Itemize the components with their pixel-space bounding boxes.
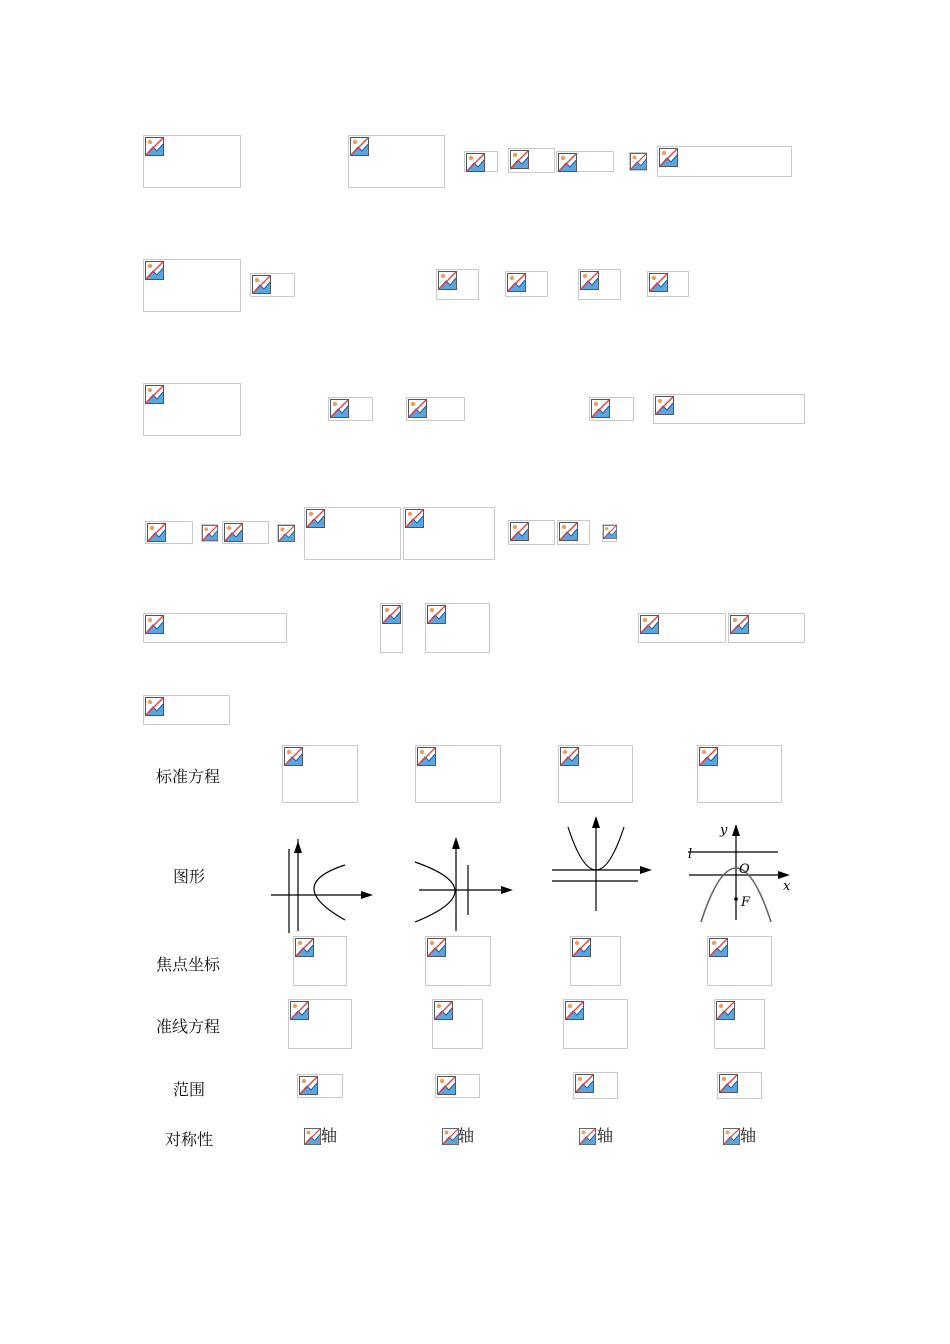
- broken-image-icon: [507, 273, 526, 292]
- image-placeholder: [589, 397, 634, 421]
- image-placeholder: [432, 999, 483, 1049]
- broken-image-icon: [591, 399, 610, 418]
- image-placeholder: [145, 521, 193, 544]
- broken-image-icon: [202, 525, 218, 541]
- broken-image-icon: [560, 747, 579, 766]
- broken-image-icon: [510, 522, 529, 541]
- broken-image-icon: [147, 523, 166, 542]
- image-placeholder: [425, 603, 490, 653]
- broken-image-icon: [306, 509, 325, 528]
- broken-image-icon: [438, 271, 457, 290]
- image-placeholder: [250, 273, 295, 297]
- symmetry-axis-text: 轴: [740, 1126, 757, 1145]
- symmetry-axis-text: 轴: [458, 1126, 475, 1145]
- row-label-directrix: 准线方程: [156, 1017, 221, 1036]
- broken-image-icon: [145, 261, 164, 280]
- image-placeholder: [222, 521, 269, 544]
- image-placeholder: [723, 1128, 740, 1145]
- parabola-down-diagram: [683, 818, 798, 926]
- image-placeholder: [508, 148, 555, 173]
- broken-image-icon: [719, 1074, 738, 1093]
- broken-image-icon: [427, 938, 446, 957]
- symmetry-axis-text: 轴: [597, 1126, 614, 1145]
- broken-image-icon: [659, 148, 678, 167]
- broken-image-icon: [408, 399, 427, 418]
- image-placeholder: [653, 394, 805, 424]
- x-axis-label: x: [783, 879, 791, 894]
- image-placeholder: [143, 259, 241, 312]
- image-placeholder: [348, 135, 445, 188]
- image-placeholder: [442, 1128, 459, 1145]
- broken-image-icon: [295, 938, 314, 957]
- broken-image-icon: [572, 938, 591, 957]
- image-placeholder: [629, 152, 647, 171]
- image-placeholder: [505, 271, 548, 297]
- image-placeholder: [406, 397, 465, 421]
- image-placeholder: [425, 936, 491, 986]
- image-placeholder: [717, 1072, 762, 1099]
- row-label-range: 范围: [173, 1080, 206, 1099]
- broken-image-icon: [145, 137, 164, 156]
- image-placeholder: [297, 1074, 343, 1098]
- broken-image-icon: [145, 697, 164, 716]
- broken-image-icon: [655, 396, 674, 415]
- broken-image-icon: [565, 1001, 584, 1020]
- image-placeholder: [436, 269, 479, 300]
- broken-image-icon: [575, 1074, 594, 1093]
- broken-image-icon: [417, 747, 436, 766]
- broken-image-icon: [558, 153, 577, 172]
- broken-image-icon: [723, 1128, 740, 1145]
- broken-image-icon: [640, 615, 659, 634]
- parabola-up-diagram: [548, 813, 658, 913]
- image-placeholder: [415, 745, 501, 803]
- image-placeholder: [557, 520, 590, 545]
- image-placeholder: [143, 695, 230, 725]
- image-placeholder: [143, 613, 287, 643]
- image-placeholder: [143, 383, 241, 436]
- image-placeholder: [282, 745, 358, 803]
- image-placeholder: [657, 146, 792, 177]
- broken-image-icon: [466, 153, 485, 172]
- broken-image-icon: [427, 605, 446, 624]
- image-placeholder: [570, 936, 621, 986]
- broken-image-icon: [252, 275, 271, 294]
- broken-image-icon: [382, 605, 401, 624]
- image-placeholder: [714, 999, 765, 1049]
- image-placeholder: [647, 271, 689, 297]
- y-axis-label: y: [720, 823, 728, 838]
- broken-image-icon: [434, 1001, 453, 1020]
- row-label-focus: 焦点坐标: [156, 955, 221, 974]
- broken-image-icon: [330, 399, 349, 418]
- image-placeholder: [578, 269, 621, 300]
- broken-image-icon: [405, 509, 424, 528]
- image-placeholder: [728, 613, 805, 643]
- broken-image-icon: [630, 153, 647, 170]
- broken-image-icon: [579, 1128, 596, 1145]
- image-placeholder: [293, 936, 347, 986]
- broken-image-icon: [510, 150, 529, 169]
- image-placeholder: [602, 524, 617, 542]
- image-placeholder: [288, 999, 352, 1049]
- image-placeholder: [558, 745, 633, 803]
- broken-image-icon: [442, 1128, 459, 1145]
- focus-label: F: [741, 895, 751, 910]
- row-label-graph: 图形: [173, 867, 206, 886]
- broken-image-icon: [699, 747, 718, 766]
- broken-image-icon: [224, 523, 243, 542]
- broken-image-icon: [304, 1128, 321, 1145]
- broken-image-icon: [603, 525, 617, 539]
- broken-image-icon: [290, 1001, 309, 1020]
- image-placeholder: [304, 507, 401, 560]
- broken-image-icon: [709, 938, 728, 957]
- broken-image-icon: [278, 525, 295, 542]
- broken-image-icon: [145, 615, 164, 634]
- image-placeholder: [556, 151, 614, 172]
- image-placeholder: [403, 507, 495, 560]
- row-label-standard-equation: 标准方程: [156, 767, 221, 786]
- origin-label: O: [739, 862, 750, 877]
- image-placeholder: [304, 1128, 321, 1145]
- image-placeholder: [573, 1072, 618, 1099]
- image-placeholder: [508, 520, 555, 545]
- parabola-left-diagram: [405, 835, 520, 935]
- image-placeholder: [638, 613, 726, 643]
- image-placeholder: [435, 1074, 480, 1098]
- broken-image-icon: [284, 747, 303, 766]
- image-placeholder: [328, 397, 373, 421]
- image-placeholder: [143, 135, 241, 188]
- image-placeholder: [697, 745, 782, 803]
- broken-image-icon: [559, 522, 578, 541]
- symmetry-axis-text: 轴: [321, 1126, 338, 1145]
- image-placeholder: [563, 999, 628, 1049]
- broken-image-icon: [145, 385, 164, 404]
- broken-image-icon: [350, 137, 369, 156]
- image-placeholder: [579, 1128, 596, 1145]
- broken-image-icon: [716, 1001, 735, 1020]
- broken-image-icon: [299, 1076, 318, 1095]
- broken-image-icon: [649, 273, 668, 292]
- image-placeholder: [380, 603, 403, 653]
- broken-image-icon: [730, 615, 749, 634]
- broken-image-icon: [437, 1076, 456, 1095]
- image-placeholder: [707, 936, 772, 986]
- image-placeholder: [201, 524, 218, 542]
- parabola-right-diagram: [265, 835, 380, 935]
- directrix-label: l: [688, 847, 693, 862]
- broken-image-icon: [580, 271, 599, 290]
- row-label-symmetry: 对称性: [165, 1130, 214, 1149]
- image-placeholder: [277, 524, 295, 542]
- image-placeholder: [464, 151, 498, 172]
